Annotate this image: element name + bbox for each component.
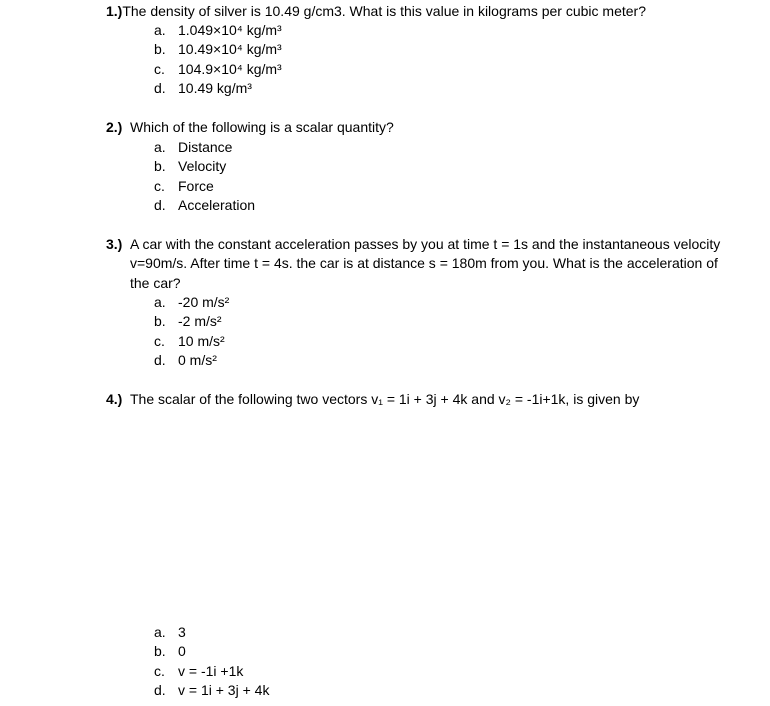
question-number: 4.) — [106, 391, 123, 407]
question-2 — [106, 118, 760, 137]
option-4c: c. v = -1i +1k — [154, 663, 244, 679]
option-4b: b. 0 — [154, 643, 186, 659]
option-1a: a. 1.049×10⁴ kg/m³ — [154, 22, 282, 38]
option-2d: d. Acceleration — [154, 197, 256, 213]
question-number: 2.) — [106, 119, 123, 135]
option-3c: c. 10 m/s² — [154, 333, 225, 349]
question-text: The scalar of the following two vectors v₁ = 1i + 3j + 4k and v₂ = -1i+1k, is given by — [130, 391, 640, 407]
option-1c: c. 104.9×10⁴ kg/m³ — [154, 61, 282, 77]
option-4a: a. 3 — [154, 624, 186, 640]
option-3a: a. -20 m/s² — [154, 294, 230, 310]
option-1d: d. 10.49 kg/m³ — [154, 80, 252, 96]
question-number: 3.) — [106, 236, 123, 252]
question-4 — [106, 390, 760, 409]
question-number: 1.) — [106, 3, 123, 19]
question-1 — [106, 2, 736, 21]
question-text: The density of silver is 10.49 g/cm3. What is this value in kilograms per cubic meter? — [122, 3, 647, 19]
option-2b: b. Velocity — [154, 158, 227, 174]
option-2a: a. Distance — [154, 139, 233, 155]
question-text: Which of the following is a scalar quantity? — [130, 119, 394, 135]
question-3 — [106, 235, 736, 293]
option-3b: b. -2 m/s² — [154, 313, 222, 329]
question-text: A car with the constant acceleration passes by you at time t = 1s and the instantaneous velocity v=90m/s. After time t = 4s. the car is at distance s = 180m from you. What is the acceleration of the car? — [130, 236, 721, 291]
option-1b: b. 10.49×10⁴ kg/m³ — [154, 41, 282, 57]
option-4d: d. v = 1i + 3j + 4k — [154, 682, 270, 698]
option-3d: d. 0 m/s² — [154, 352, 217, 368]
option-2c: c. Force — [154, 178, 214, 194]
